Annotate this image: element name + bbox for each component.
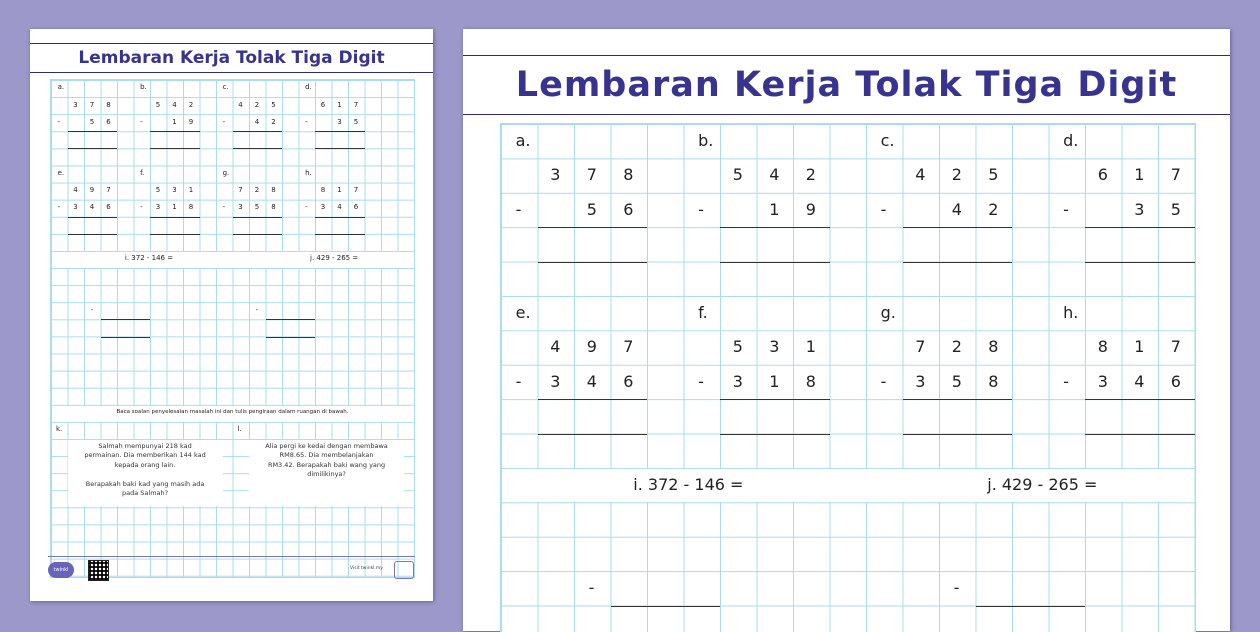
digit: 6 (623, 371, 634, 391)
footer-text: Visit twinkl.my (350, 566, 383, 571)
problem-label: h. (305, 168, 312, 177)
digit: 9 (586, 337, 597, 357)
word-problem-text: Berapakah baki kad yang masih ada (85, 479, 205, 488)
digit: 5 (155, 100, 161, 109)
answer-line (720, 227, 830, 228)
instruction-text: Baca soalan penyelesaian masalah ini dan tulis pengiraan dalam ruangan di bawah. (116, 409, 349, 416)
digit: 2 (951, 165, 962, 185)
answer-line (1085, 227, 1195, 228)
answer-line (150, 217, 200, 218)
digit: 7 (915, 337, 926, 357)
answer-line (101, 337, 151, 338)
minus-sign: - (222, 117, 226, 126)
digit: 3 (732, 371, 743, 391)
digit: 6 (1170, 371, 1181, 391)
digit: 4 (172, 100, 177, 109)
minus-sign: - (255, 305, 259, 314)
problem-label: h. (1063, 302, 1079, 322)
minus-sign: - (57, 203, 61, 212)
answer-line (266, 319, 316, 320)
digit: 3 (550, 165, 561, 185)
digit: 3 (73, 100, 78, 109)
answer-line (538, 434, 648, 435)
digit: 3 (320, 203, 326, 212)
footer-brand-icon (394, 561, 414, 579)
digit: 5 (1170, 199, 1181, 219)
digit: 3 (1097, 371, 1108, 391)
word-problem-text: Alia pergi ke kedai dengan membawa (265, 441, 388, 450)
answer-line (68, 148, 118, 149)
brand-logo-icon: twinkl (48, 562, 74, 578)
problem-label: e. (515, 302, 531, 322)
answer-line (68, 217, 118, 218)
answer-line (976, 606, 1086, 607)
answer-line (611, 606, 721, 607)
problem-label: d. (305, 83, 312, 92)
minus-sign: - (1063, 371, 1069, 391)
horizontal-problem: j. 429 - 265 = (310, 254, 359, 263)
digit: 8 (271, 203, 276, 212)
problem-label: f. (698, 302, 708, 322)
answer-line (68, 234, 118, 235)
digit: 7 (353, 186, 359, 195)
digit: 6 (623, 199, 634, 219)
problem-label: e. (57, 168, 65, 177)
problem-label: a. (57, 83, 65, 92)
word-problem-label: k. (55, 425, 63, 434)
digit: 3 (769, 337, 780, 357)
horizontal-heading-band (52, 252, 413, 268)
answer-line (1085, 262, 1195, 263)
digit: 2 (188, 100, 194, 109)
problem-label: c. (222, 83, 229, 92)
digit: 4 (254, 117, 260, 126)
minus-sign: - (698, 199, 704, 219)
digit: 1 (769, 199, 780, 219)
digit: 8 (106, 100, 111, 109)
digit: 2 (271, 117, 276, 126)
digit: 2 (951, 337, 962, 357)
minus-sign: - (57, 117, 61, 126)
answer-line (315, 131, 365, 132)
problem-label: f. (140, 168, 145, 177)
digit: 3 (155, 203, 161, 212)
minus-sign: - (515, 199, 522, 219)
minus-sign: - (305, 203, 308, 212)
digit: 2 (254, 100, 260, 109)
digit: 1 (1134, 165, 1145, 185)
digit: 5 (732, 337, 743, 357)
digit: 3 (73, 203, 78, 212)
digit: 5 (586, 199, 597, 219)
digit: 9 (89, 186, 95, 195)
answer-line (233, 234, 283, 235)
word-problem-text: RM3.42. Berapakah baki wang yang (267, 460, 386, 469)
digit: 3 (1134, 199, 1145, 219)
digit: 8 (271, 186, 276, 195)
digit: 7 (106, 186, 111, 195)
qr-code-icon (88, 560, 109, 581)
minus-sign: - (515, 371, 522, 391)
digit: 3 (238, 203, 243, 212)
minus-sign: - (698, 371, 704, 391)
answer-line (315, 234, 365, 235)
digit: 1 (1134, 337, 1145, 357)
answer-line (538, 262, 648, 263)
digit: 3 (172, 186, 177, 195)
digit: 1 (805, 337, 816, 357)
digit: 2 (988, 199, 999, 219)
digit: 4 (586, 371, 597, 391)
word-problem-text: RM8.65. Dia membelanjakan (279, 451, 374, 460)
problem-label: b. (140, 83, 147, 92)
answer-line (1085, 399, 1195, 400)
word-problem-label: l. (237, 425, 242, 434)
minus-sign: - (222, 203, 226, 212)
word-problem-text: Salmah mempunyai 218 kad (98, 441, 192, 450)
digit: 6 (353, 203, 359, 212)
digit: 5 (254, 203, 260, 212)
digit: 2 (254, 186, 260, 195)
word-problem-text: dimilikinya? (307, 470, 346, 479)
answer-line (233, 131, 283, 132)
digit: 8 (188, 203, 194, 212)
digit: 7 (1170, 337, 1181, 357)
digit: 5 (271, 100, 276, 109)
answer-line (315, 217, 365, 218)
digit: 4 (238, 100, 243, 109)
answer-line (720, 434, 830, 435)
worksheet-preview-page (30, 29, 433, 601)
minus-sign: - (880, 199, 887, 219)
digit: 6 (320, 100, 326, 109)
worksheet-preview-title: Lembaran Kerja Tolak Tiga Digit (30, 43, 433, 73)
digit: 4 (951, 199, 962, 219)
minus-sign: - (305, 117, 308, 126)
digit: 4 (337, 203, 342, 212)
digit: 8 (805, 371, 816, 391)
digit: 1 (172, 203, 177, 212)
answer-line (720, 262, 830, 263)
digit: 1 (188, 186, 194, 195)
digit: 1 (337, 186, 342, 195)
digit: 3 (915, 371, 926, 391)
answer-line (538, 227, 648, 228)
answer-line (903, 262, 1013, 263)
minus-sign: - (140, 117, 143, 126)
answer-line (315, 148, 365, 149)
answer-line (150, 148, 200, 149)
digit: 1 (769, 371, 780, 391)
digit: 4 (915, 165, 926, 185)
digit: 3 (550, 371, 561, 391)
digit: 4 (550, 337, 561, 357)
footer-divider (48, 556, 415, 557)
worksheet-title: Lembaran Kerja Tolak Tiga Digit (463, 55, 1230, 115)
answer-line (903, 434, 1013, 435)
digit: 8 (988, 337, 999, 357)
digit: 8 (320, 186, 326, 195)
digit: 7 (353, 100, 359, 109)
digit: 3 (337, 117, 342, 126)
minus-sign: - (880, 371, 887, 391)
digit: 1 (172, 117, 177, 126)
answer-line (101, 319, 151, 320)
word-problem-text: permainan. Dia memberikan 144 kad (84, 451, 206, 460)
answer-line (233, 217, 283, 218)
answer-line (1085, 434, 1195, 435)
answer-line (903, 227, 1013, 228)
worksheet-zoomed-page (463, 29, 1230, 631)
problem-label: d. (1063, 130, 1079, 150)
horizontal-problem: j. 429 - 265 = (987, 474, 1098, 494)
digit: 7 (238, 186, 243, 195)
digit: 5 (353, 117, 359, 126)
answer-line (150, 234, 200, 235)
digit: 6 (106, 117, 111, 126)
digit: 9 (805, 199, 816, 219)
digit: 4 (89, 203, 95, 212)
digit: 7 (89, 100, 95, 109)
minus-sign: - (1063, 199, 1069, 219)
digit: 5 (732, 165, 743, 185)
digit: 6 (1097, 165, 1108, 185)
problem-label: b. (698, 130, 714, 150)
word-problem-text: pada Salmah? (122, 489, 169, 498)
digit: 7 (586, 165, 597, 185)
horizontal-problem: i. 372 - 146 = (633, 474, 744, 494)
problem-label: a. (515, 130, 531, 150)
digit: 5 (988, 165, 999, 185)
word-problem-text: kepada orang lain. (114, 460, 176, 469)
worksheet-grid (500, 123, 1196, 632)
answer-line (68, 131, 118, 132)
worksheet-preview-grid (50, 79, 415, 578)
minus-sign: - (90, 305, 94, 314)
digit: 8 (988, 371, 999, 391)
digit: 6 (106, 203, 111, 212)
digit: 5 (89, 117, 95, 126)
digit: 2 (805, 165, 816, 185)
answer-line (903, 399, 1013, 400)
digit: 8 (1097, 337, 1108, 357)
problem-label: g. (880, 302, 896, 322)
minus-sign: - (953, 578, 960, 598)
digit: 8 (623, 165, 634, 185)
digit: 9 (188, 117, 194, 126)
digit: 4 (1134, 371, 1145, 391)
digit: 4 (769, 165, 780, 185)
digit: 7 (623, 337, 634, 357)
digit: 4 (73, 186, 78, 195)
minus-sign: - (140, 203, 143, 212)
horizontal-problem: i. 372 - 146 = (124, 254, 174, 263)
problem-label: c. (880, 130, 895, 150)
answer-line (538, 399, 648, 400)
answer-line (720, 399, 830, 400)
digit: 7 (1170, 165, 1181, 185)
digit: 1 (337, 100, 342, 109)
minus-sign: - (588, 578, 595, 598)
answer-line (233, 148, 283, 149)
digit: 5 (155, 186, 161, 195)
problem-label: g. (222, 168, 230, 177)
digit: 5 (951, 371, 962, 391)
answer-line (150, 131, 200, 132)
answer-line (266, 337, 316, 338)
